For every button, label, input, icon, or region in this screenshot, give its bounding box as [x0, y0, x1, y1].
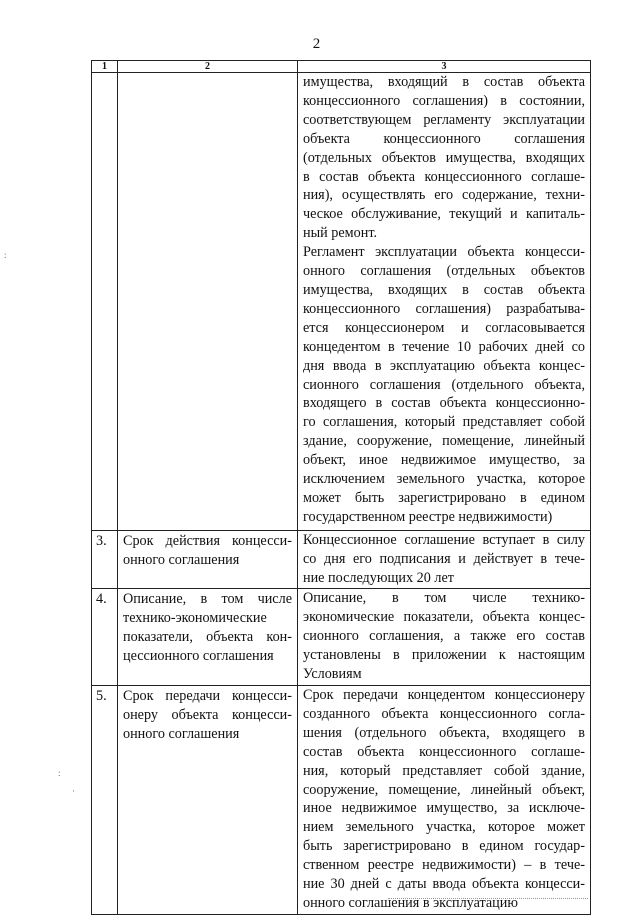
row-number-cell: [92, 530, 118, 589]
row-content-line: созданного объекта концессионного согла-: [303, 705, 585, 722]
row-content-line: концессионного соглашения) разрабатыва-: [303, 300, 585, 317]
row-content-line: го соглашения, который представляет собой: [303, 414, 585, 431]
row-label-line: технико-экономические: [123, 610, 267, 627]
row-label-line: онного соглашения: [123, 725, 240, 742]
row-content-line: объекта концессионного соглашения: [303, 130, 585, 147]
row-content-line: Концессионное соглашение вступает в силу: [303, 531, 585, 548]
row-content-line: экономические показатели, объекта концес-: [303, 609, 585, 626]
margin-mark: :: [4, 250, 7, 260]
row-content-line: ние последующих 20 лет: [303, 569, 454, 586]
row-label-line: цессионного соглашения: [123, 648, 274, 665]
row-label-cell: [118, 589, 298, 686]
row-content-line: исключением земельного участка, которое: [303, 471, 585, 488]
table-row: [92, 73, 591, 531]
row-number: 5.: [96, 688, 107, 704]
row-content-line: Условиям: [303, 666, 362, 683]
row-content-line: концедентом в течение 10 рабочих дней со: [303, 338, 585, 355]
row-content-line: сооружение, помещение, линейный объект,: [303, 781, 585, 798]
table-row: [92, 686, 591, 915]
row-content-line: ния, который представляет собой здание,: [303, 762, 585, 779]
row-label-line: показатели, объекта кон-: [123, 629, 292, 646]
row-content-line: онного соглашения в эксплуатацию: [303, 894, 518, 911]
row-content-line: здание, сооружение, помещение, линейный: [303, 433, 585, 450]
header-cell-1: 1: [92, 61, 118, 73]
row-content-line: ственном реестре недвижимости) – в тече-: [303, 857, 585, 874]
row-content-line: дня ввода в эксплуатацию объекта концес-: [303, 357, 585, 374]
margin-mark: ·: [72, 786, 75, 796]
header-cell-2: 2: [118, 61, 298, 73]
header-cell-3: 3: [298, 61, 591, 73]
page-number: 2: [312, 36, 321, 52]
table-row: [92, 589, 591, 686]
row-content-line: быть зарегистрировано в едином государ-: [303, 838, 585, 855]
row-content-line: (отдельных объектов имущества, входящих: [303, 149, 585, 166]
row-content-line: сионного соглашения (отдельного объекта,: [303, 376, 585, 393]
row-label-line: Срок действия концесси-: [123, 532, 292, 549]
row-number-cell: [92, 686, 118, 915]
row-content-line: ния), осуществлять его содержание, техни-: [303, 187, 585, 204]
margin-mark: :: [58, 768, 61, 778]
row-content-line: установлены в приложении к настоящим: [303, 647, 585, 664]
row-content-line: может быть зарегистрировано в едином: [303, 489, 585, 506]
footer-rule: [388, 898, 588, 900]
row-content-line: имущества, входящих в состав объекта: [303, 281, 585, 298]
row-content-line: в состав объекта концессионного соглаше-: [303, 168, 585, 185]
row-label-cell: [118, 530, 298, 589]
row-content-line: Срок передачи концедентом концессионеру: [303, 687, 585, 703]
row-content-line: ние 30 дней с даты ввода объекта концесси-: [303, 876, 585, 893]
row-content-line: соответствующем регламенту эксплуатации: [303, 111, 585, 128]
row-content-line: концессионного соглашения) в состоянии,: [303, 92, 585, 109]
row-content-line: шения (отдельного объекта, входящего в: [303, 724, 585, 741]
row-number-cell: [92, 73, 118, 531]
table-row: [92, 530, 591, 589]
row-content-line: ный ремонт.: [303, 225, 377, 242]
row-content-line: ется концессионером и согласовывается: [303, 319, 585, 336]
row-label-line: онеру объекта концесси-: [123, 706, 292, 723]
row-number-cell: [92, 589, 118, 686]
row-number: 4.: [96, 591, 107, 608]
row-label-line: Срок передачи концесси-: [123, 688, 292, 704]
row-content-line: со дня его подписания и действует в тече-: [303, 550, 585, 567]
row-content-cell: [298, 73, 591, 531]
table-header-row: [92, 61, 591, 73]
row-content-line: государственном реестре недвижимости): [303, 508, 553, 525]
row-label-cell: [118, 686, 298, 915]
row-content-cell: [298, 530, 591, 589]
row-content-line: состав объекта концессионного соглаше-: [303, 743, 585, 760]
row-label-line: онного соглашения: [123, 551, 240, 568]
document-table: [91, 60, 591, 915]
row-content-cell: [298, 686, 591, 915]
row-content-line: сионного соглашения, а также его состав: [303, 628, 585, 645]
row-content-line: иное недвижимое имущество, за исключе-: [303, 800, 585, 817]
row-content-cell: [298, 589, 591, 686]
row-number: 3.: [96, 532, 107, 549]
row-content-line: нием земельного участка, которое может: [303, 819, 585, 836]
row-content-line: имущества, входящий в состав объекта: [303, 74, 585, 90]
row-content-line: ческое обслуживание, текущий и капиталь-: [303, 206, 585, 223]
row-number: [92, 73, 117, 74]
row-content-line: Регламент эксплуатации объекта концесси-: [303, 244, 585, 261]
row-label-line: Описание, в том числе: [123, 591, 292, 608]
row-content-line: входящего в состав объекта концессионно-: [303, 395, 585, 412]
row-content-line: объект, иное недвижимое имущество, за: [303, 452, 585, 469]
row-content-line: Описание, в том числе технико-: [303, 590, 585, 607]
row-label-cell: [118, 73, 298, 531]
row-content-line: онного соглашения (отдельных объектов: [303, 263, 585, 280]
